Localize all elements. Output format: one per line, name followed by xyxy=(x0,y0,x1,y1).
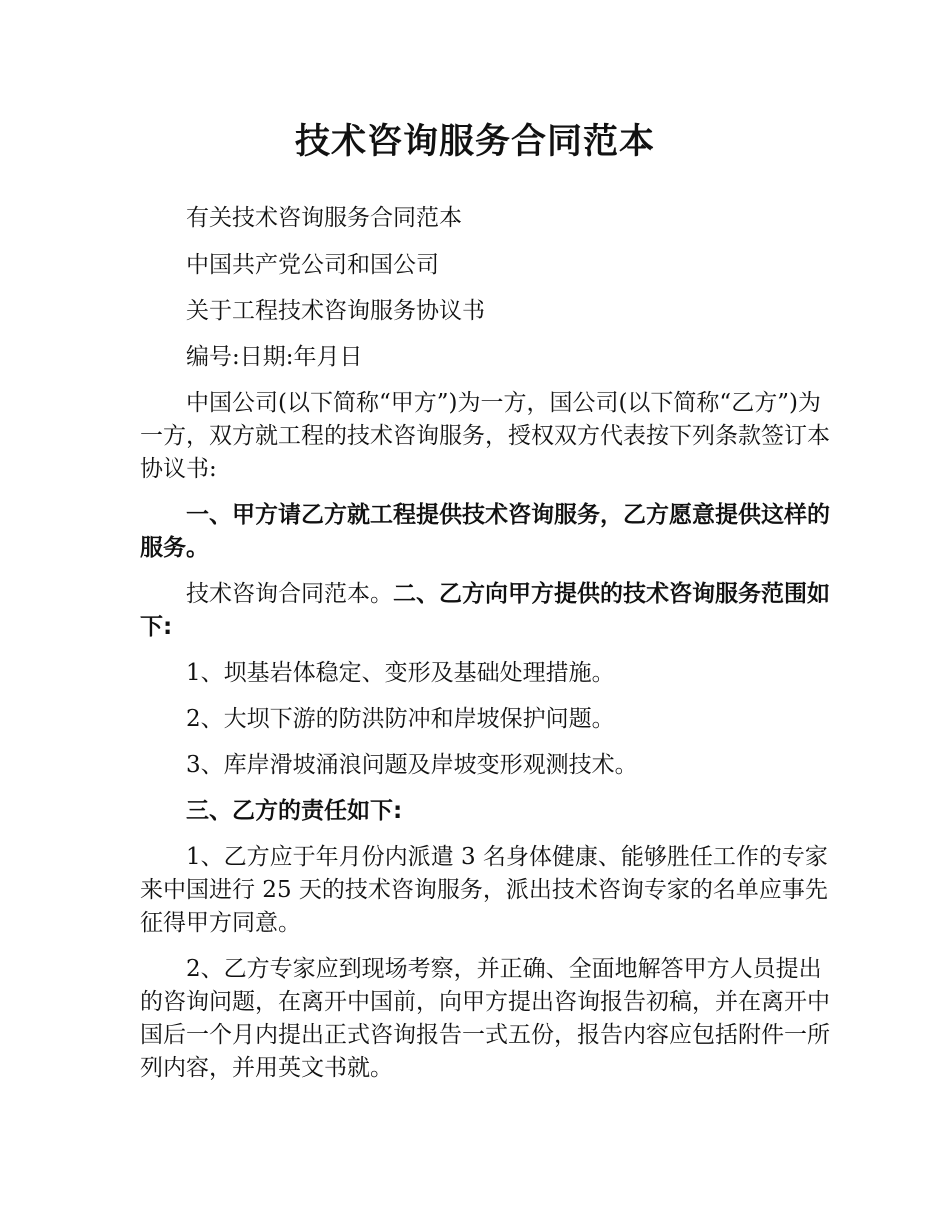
section-2-paragraph xyxy=(140,578,830,644)
scope-item-3: 3、库岸滑坡涌浪问题及岸坡变形观测技术。 xyxy=(186,752,638,778)
scope-item-1: 1、坝基岩体稳定、变形及基础处理措施。 xyxy=(186,660,615,686)
section-1-heading: 一、甲方请乙方就工程提供技术咨询服务，乙方愿意提供这样的服务。 xyxy=(140,502,830,561)
intro-line-3: 关于工程技术咨询服务协议书 xyxy=(186,298,485,324)
section-3-heading: 三、乙方的责任如下: xyxy=(186,798,403,824)
intro-line-4: 编号:日期:年月日 xyxy=(186,344,363,370)
duty-item-2: 2、乙方专家应到现场考察，并正确、全面地解答甲方人员提出的咨询问题，在离开中国前，向甲方提出咨询报告初稿，并在离开中国后一个月内提出正式咨询报告一式五份，报告内容应包括附件一所列内容，并用英文书就。 xyxy=(140,956,830,1081)
preamble-paragraph: 中国公司(以下简称“甲方”)为一方，国公司(以下简称“乙方”)为一方，双方就工程的技术咨询服务，授权双方代表按下列条款签订本协议书: xyxy=(140,390,830,482)
duty-item-1: 1、乙方应于年月份内派遣 3 名身体健康、能够胜任工作的专家来中国进行 25 天的技术咨询服务，派出技术咨询专家的名单应事先征得甲方同意。 xyxy=(140,844,828,936)
section-2-lead: 技术咨询合同范本。 xyxy=(186,581,393,607)
document-title: 技术咨询服务合同范本 xyxy=(294,122,655,162)
document-body xyxy=(140,200,830,1085)
intro-line-1: 有关技术咨询服务合同范本 xyxy=(186,205,462,231)
section-2-heading: 二、乙方向甲方提供的技术咨询服务范围如下: xyxy=(140,581,830,640)
scope-item-2: 2、大坝下游的防洪防冲和岸坡保护问题。 xyxy=(186,706,615,732)
intro-line-2: 中国共产党公司和国公司 xyxy=(186,252,439,278)
